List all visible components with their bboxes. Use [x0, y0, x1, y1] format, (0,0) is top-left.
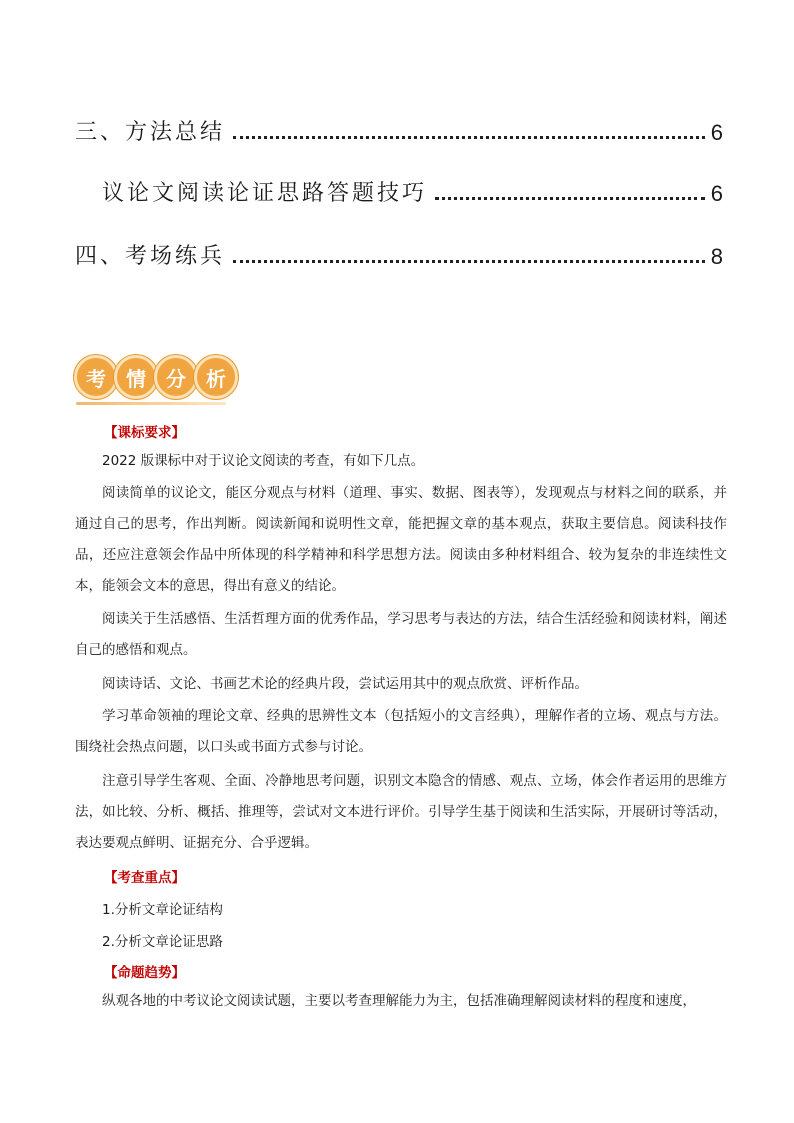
body-paragraph: 阅读关于生活感悟、生活哲理方面的优秀作品，学习思考与表达的方法，结合生活经验和阅读材料，阐述自己的感悟和观点。: [75, 611, 727, 658]
toc-leader-dots: [435, 197, 705, 200]
badge-underline: [76, 402, 226, 405]
toc-leader-dots: [233, 136, 705, 139]
toc-leader-dots: [233, 260, 705, 263]
body-paragraph: 阅读诗话、文论、书画艺术论的经典片段，尝试运用其中的观点欣赏、评析作品。: [102, 676, 588, 692]
badge-char: 析: [194, 355, 238, 399]
toc-entry-label: 四、考场练兵: [75, 244, 226, 269]
list-item: 1.分析文章论证结构: [102, 902, 223, 918]
body-paragraph: 阅读简单的议论文，能区分观点与材料（道理、事实、数据、图表等），发现观点与材料之间的联系，并通过自己的思考，作出判断。阅读新闻和说明性文章，能把握文章的基本观点，获取主要信息。阅读科技作品，还应注意领会作品中所体现的科学精神和科学思想方法。阅读由多种材料组合、较为复杂的非连续性文本，能领会文本的意思，得出有意义的结论。: [75, 485, 727, 594]
toc-entry-label: 三、方法总结: [75, 120, 226, 145]
body-paragraph: 学习革命领袖的理论文章、经典的思辨性文本（包括短小的文言经典），理解作者的立场、观点与方法。围绕社会热点问题，以口头或书面方式参与讨论。: [75, 708, 727, 755]
toc-entry[interactable]: [102, 173, 723, 207]
body-paragraph: 注意引导学生客观、全面、冷静地思考问题，识别文本隐含的情感、观点、立场，体会作者运用的思维方法，如比较、分析、概括、推理等，尝试对文本进行评价。引导学生基于阅读和生活实际，开展研讨等活动，表达要观点鲜明、证据充分、合乎逻辑。: [75, 773, 727, 851]
intro-paragraph: 2022 版课标中对于议论文阅读的考查，有如下几点。: [102, 453, 425, 469]
toc-entry-label: 议论文阅读论证思路答题技巧: [102, 181, 428, 206]
toc-entry[interactable]: [75, 236, 723, 270]
badge-char: 分: [154, 355, 198, 399]
section-badge: [74, 355, 234, 399]
badge-char: 情: [114, 355, 158, 399]
toc-entry-page: 6: [710, 181, 723, 206]
toc-entry[interactable]: [75, 112, 723, 146]
section-title-kebiao: 【课标要求】: [104, 425, 185, 441]
toc-entry-page: 6: [710, 120, 723, 145]
list-item: 2.分析文章论证思路: [102, 934, 223, 950]
section-title-mingti: 【命题趋势】: [104, 965, 185, 981]
toc-entry-page: 8: [710, 244, 723, 269]
body-paragraph: 纵观各地的中考议论文阅读试题，主要以考查理解能力为主，包括准确理解阅读材料的程度和速度，: [102, 993, 696, 1009]
section-title-kaocha: 【考查重点】: [104, 870, 185, 886]
badge-char: 考: [74, 355, 118, 399]
